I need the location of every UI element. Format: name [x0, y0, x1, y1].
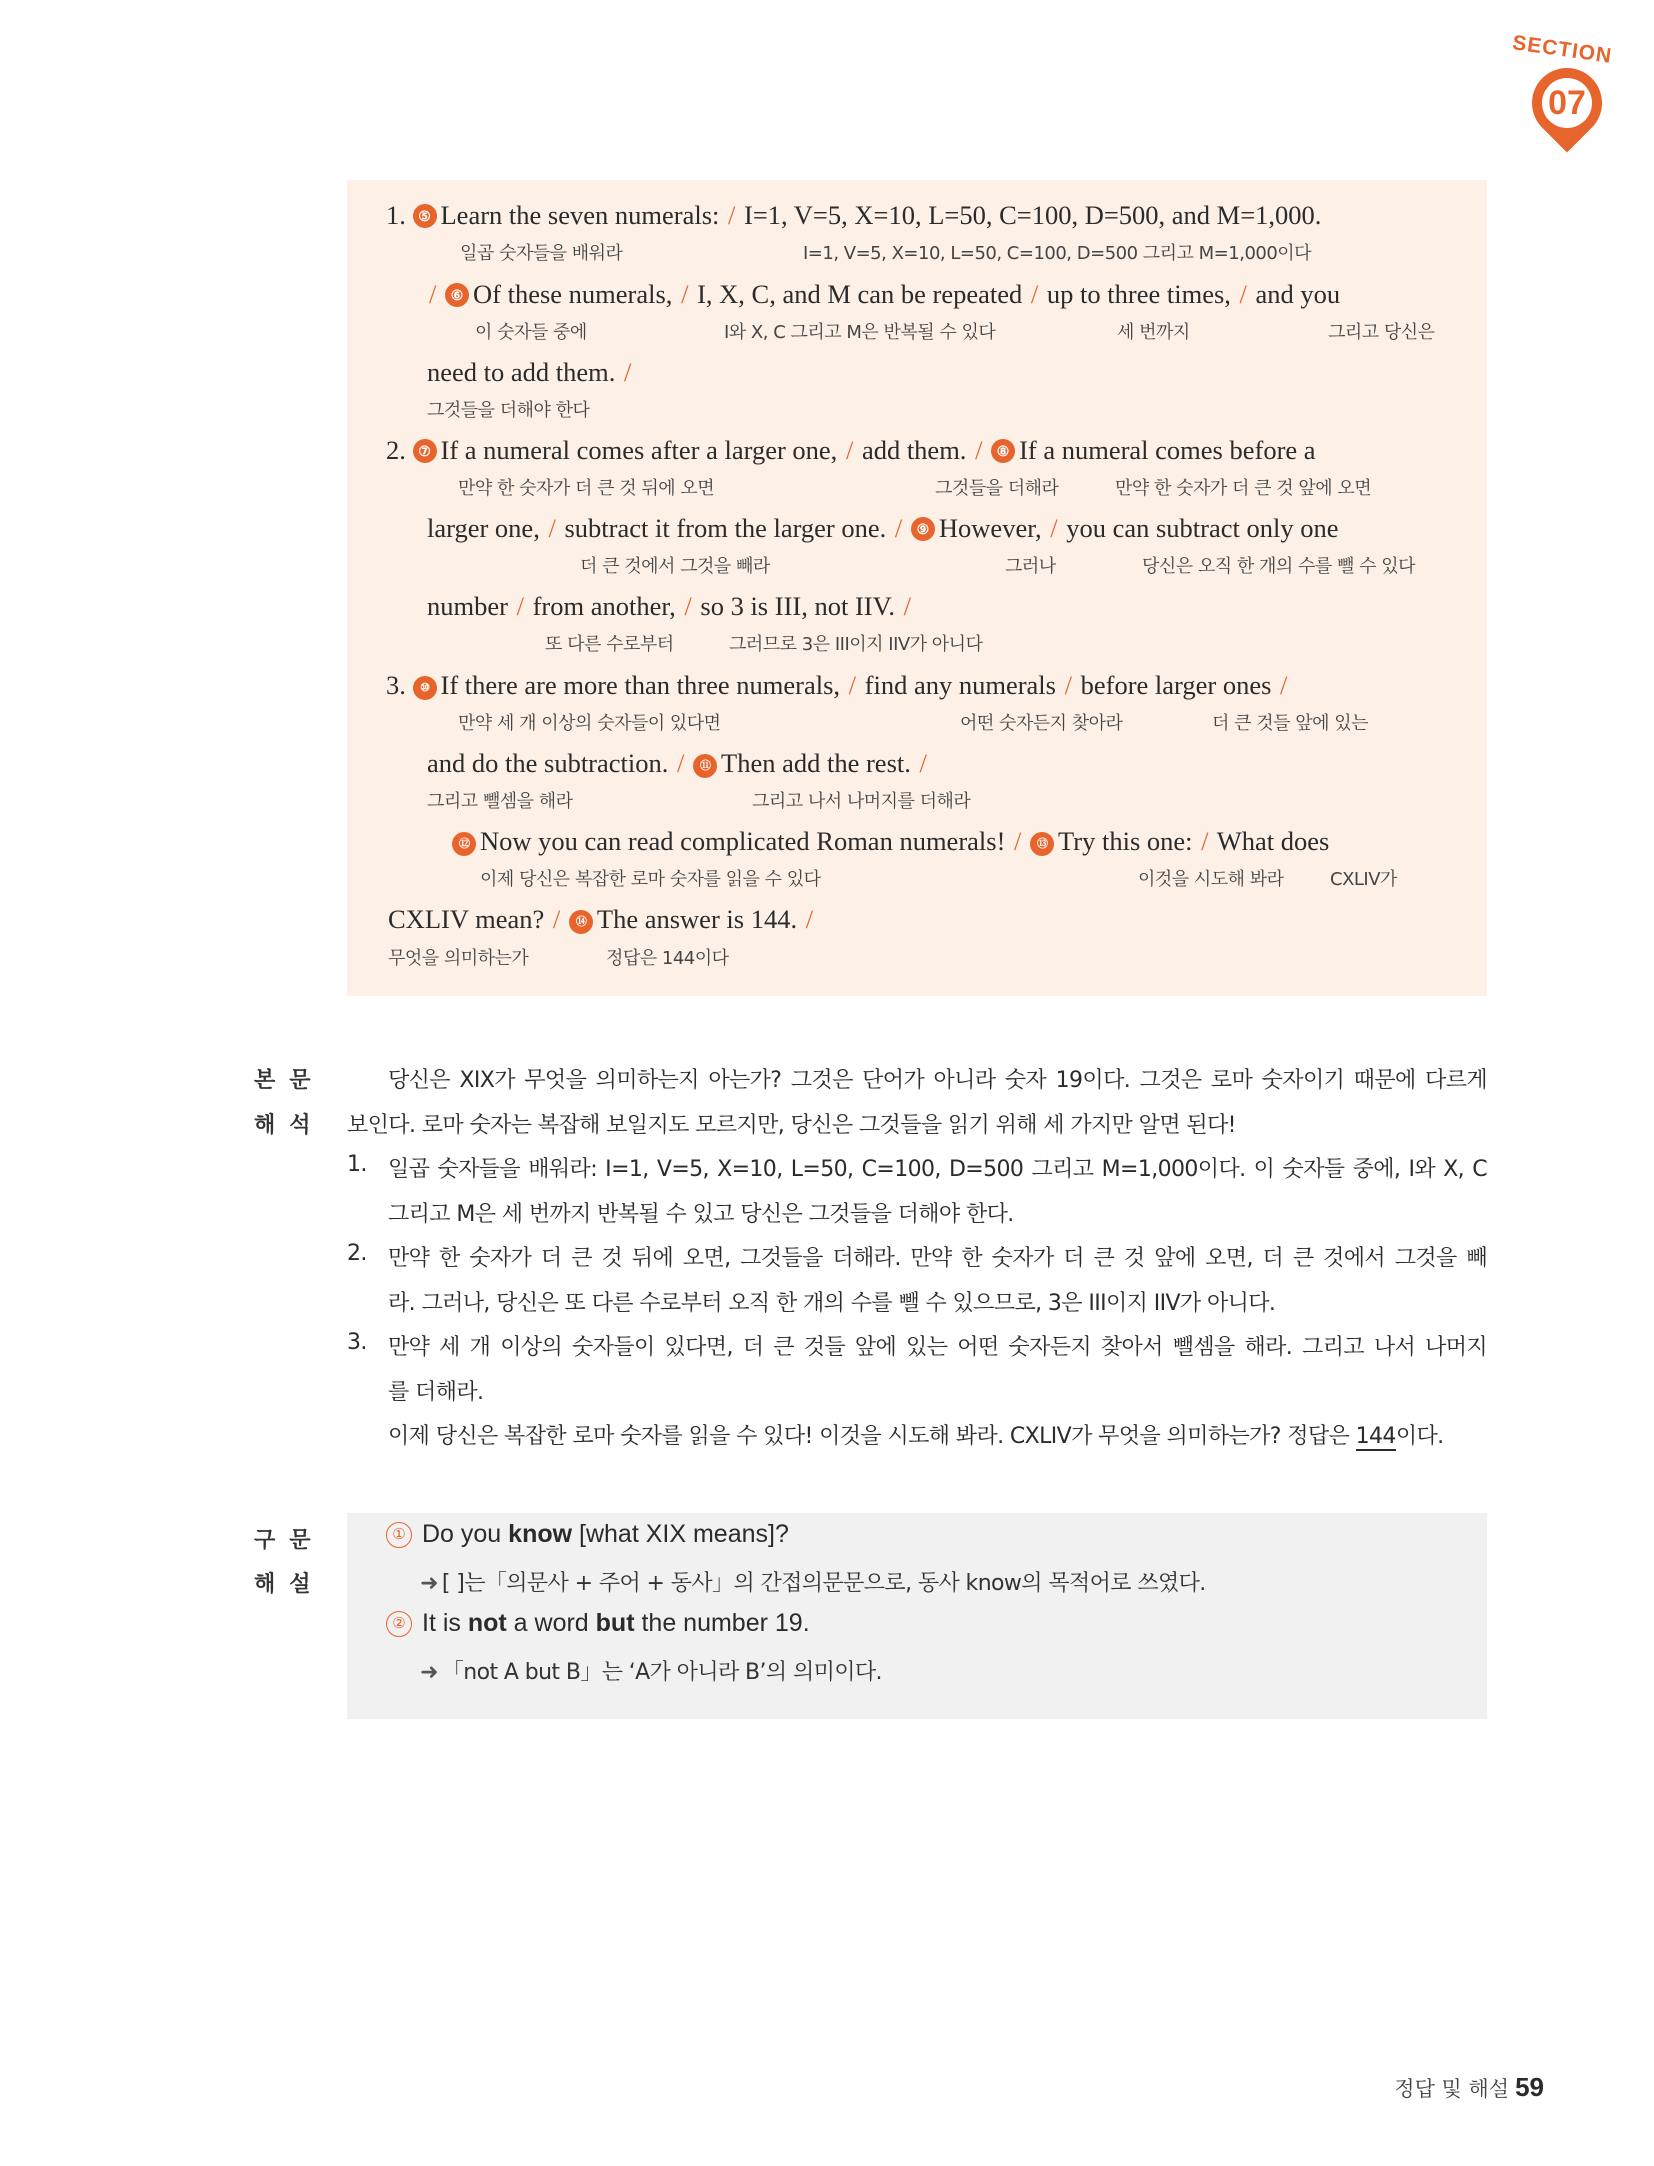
- chunk-slash: /: [845, 435, 854, 465]
- chunk-slash: /: [1239, 279, 1247, 309]
- english-chunk: add them.: [861, 435, 967, 465]
- sentence-number-11: ⑪: [693, 754, 717, 778]
- sentence-number-14: ⑭: [569, 910, 593, 934]
- arrow-icon: ➜: [420, 1571, 438, 1596]
- gloss: 이제 당신은 복잡한 로마 숫자를 읽을 수 있다: [480, 869, 821, 890]
- sentence-number-5: ⑤: [413, 204, 437, 228]
- reading-line-8: [427, 748, 929, 779]
- translation-text: 이제 당신은 복잡한 로마 숫자를 읽을 수 있다! 이것을 시도해 봐라. CXLIV가 무엇을 의미하는가? 정답은: [388, 1424, 1356, 1449]
- chunk-slash: /: [1014, 826, 1022, 856]
- note-text: [ ]는「의문사 + 주어 + 동사」의 간접의문문으로, 동사 know의 목적어로 쓰였다.: [441, 1571, 1206, 1596]
- gloss: CXLIV가: [1330, 869, 1397, 890]
- gloss: 그리고 나서 나머지를 더해라: [752, 791, 971, 812]
- translation-item-number: 3.: [347, 1330, 367, 1355]
- chunk-slash: /: [684, 591, 692, 621]
- gloss: 그러나: [1005, 556, 1056, 577]
- chunk-slash: /: [548, 513, 556, 543]
- gloss: 또 다른 수로부터: [545, 634, 674, 655]
- english-chunk: Of these numerals,: [473, 279, 673, 309]
- example-text: It is: [422, 1609, 468, 1637]
- english-chunk: and do the subtraction.: [427, 748, 669, 778]
- gloss: 무엇을 의미하는가: [388, 948, 529, 969]
- sentence-number-9: ⑨: [911, 517, 935, 541]
- chunk-slash: /: [805, 904, 814, 934]
- grammar-label-line1: 구문: [254, 1528, 325, 1553]
- section-label: SECTION: [1510, 31, 1614, 68]
- grammar-example-2: [386, 1609, 810, 1638]
- footer-label: 정답 및 해설: [1394, 2077, 1510, 2101]
- translation-paragraph-1: 당신은 XIX가 무엇을 의미하는지 아는가? 그것은 단어가 아니라 숫자 19이다. 그것은 로마 숫자이기 때문에 다르게: [388, 1068, 1487, 1093]
- arrow-icon: ➜: [420, 1660, 438, 1685]
- english-chunk: find any numerals: [864, 670, 1056, 700]
- chunk-slash: /: [677, 748, 685, 778]
- gloss: 만약 한 숫자가 더 큰 것 앞에 오면: [1115, 478, 1372, 499]
- gloss: 만약 한 숫자가 더 큰 것 뒤에 오면: [458, 478, 715, 499]
- gloss: 이것을 시도해 봐라: [1138, 869, 1284, 890]
- example-text: Do you: [422, 1520, 509, 1548]
- translation-item-2b: 라. 그러나, 당신은 또 다른 수로부터 오직 한 개의 수를 뺄 수 있으므로, 3은 III이지 IIV가 아니다.: [388, 1291, 1276, 1316]
- gloss: 만약 세 개 이상의 숫자들이 있다면: [458, 713, 721, 734]
- section-number: 07: [1548, 84, 1586, 122]
- chunk-slash: /: [516, 591, 524, 621]
- chunk-slash: /: [903, 591, 911, 621]
- translation-text: 이다.: [1395, 1424, 1444, 1449]
- gloss: 더 큰 것에서 그것을 빼라: [580, 556, 770, 577]
- translation-item-3b: 를 더해라.: [388, 1380, 484, 1405]
- grammar-note-2: [420, 1655, 882, 1686]
- gloss: 이 숫자들 중에: [475, 322, 587, 343]
- example-bold: but: [595, 1609, 635, 1637]
- gloss: 더 큰 것들 앞에 있는: [1212, 713, 1368, 734]
- reading-line-7: [386, 670, 1289, 701]
- example-bold: not: [467, 1609, 507, 1637]
- chunk-slash: /: [1050, 513, 1058, 543]
- translation-item-3a: 만약 세 개 이상의 숫자들이 있다면, 더 큰 것들 앞에 있는 어떤 숫자든지 찾아서 뺄셈을 해라. 그리고 나서 나머지: [388, 1335, 1487, 1360]
- gloss: 어떤 숫자든지 찾아라: [960, 713, 1123, 734]
- english-chunk: and you: [1255, 279, 1341, 309]
- example-bold: know: [508, 1520, 573, 1548]
- english-chunk: If a numeral comes after a larger one,: [440, 435, 838, 465]
- example-text: the number 19.: [634, 1609, 810, 1637]
- chunk-slash: /: [848, 670, 857, 700]
- translation-paragraph-2: 보인다. 로마 숫자는 복잡해 보일지도 모르지만, 당신은 그것들을 읽기 위해 세 가지만 알면 된다!: [347, 1113, 1236, 1138]
- gloss: 당신은 오직 한 개의 수를 뺄 수 있다: [1142, 556, 1415, 577]
- gloss: 정답은 144이다: [606, 948, 729, 969]
- sentence-number-7: ⑦: [413, 439, 437, 463]
- grammar-label-line2: 해설: [254, 1572, 325, 1597]
- gloss: 그리고 뺄셈을 해라: [427, 791, 573, 812]
- translation-item-1b: 그리고 M은 세 번까지 반복될 수 있고 당신은 그것들을 더해야 한다.: [388, 1202, 1014, 1227]
- reading-line-1: [386, 200, 1321, 231]
- reading-line-3: [427, 357, 633, 388]
- example-text: [what XIX means]?: [572, 1520, 789, 1548]
- chunk-slash: /: [1064, 670, 1072, 700]
- grammar-note-1: [420, 1566, 1206, 1597]
- chunk-slash: /: [728, 200, 736, 230]
- english-chunk: However,: [938, 513, 1042, 543]
- example-number: ②: [386, 1611, 412, 1637]
- gloss: I와 X, C 그리고 M은 반복될 수 있다: [724, 322, 996, 343]
- gloss: 그러므로 3은 III이지 IIV가 아니다: [729, 634, 983, 655]
- gloss: 일곱 숫자들을 배워라: [460, 243, 623, 264]
- english-chunk: Then add the rest.: [721, 748, 911, 778]
- english-chunk: Try this one:: [1058, 826, 1193, 856]
- underlined-answer: 144: [1355, 1424, 1396, 1449]
- english-chunk: before larger ones: [1080, 670, 1272, 700]
- note-text: 「not A but B」는 ‘A가 아니라 B’의 의미이다.: [441, 1660, 882, 1685]
- translation-label-line2: 해석: [254, 1113, 325, 1138]
- sentence-number-6: ⑥: [445, 283, 469, 307]
- chunk-slash: /: [1280, 670, 1288, 700]
- translation-item-number: 2.: [347, 1241, 367, 1266]
- section-badge: [1508, 31, 1618, 168]
- english-chunk: If there are more than three numerals,: [440, 670, 841, 700]
- chunk-slash: /: [1030, 279, 1039, 309]
- page-footer: [1394, 2072, 1544, 2103]
- english-chunk: from another,: [532, 591, 676, 621]
- translation-item-1a: 일곱 숫자들을 배워라: I=1, V=5, X=10, L=50, C=100, D=500 그리고 M=1,000이다. 이 숫자들 중에, I와 X, C: [388, 1157, 1487, 1182]
- sentence-number-13: ⑬: [1030, 832, 1054, 856]
- chunk-slash: /: [552, 904, 561, 934]
- english-chunk: you can subtract only one: [1066, 513, 1339, 543]
- sentence-number-8: ⑧: [991, 439, 1015, 463]
- example-number: ①: [386, 1522, 412, 1548]
- reading-line-9: [452, 826, 1329, 857]
- english-chunk: Learn the seven numerals:: [440, 200, 720, 230]
- sentence-number-12: ⑫: [452, 832, 476, 856]
- english-chunk: What does: [1216, 826, 1330, 856]
- reading-line-4: [386, 435, 1316, 466]
- chunk-slash: /: [894, 513, 903, 543]
- sentence-number-10: ⑩: [413, 676, 437, 700]
- english-chunk: I, X, C, and M can be repeated: [697, 279, 1023, 309]
- chunk-slash: /: [919, 748, 927, 778]
- gloss: 세 번까지: [1117, 322, 1190, 343]
- translation-item-4: [388, 1419, 1444, 1450]
- english-chunk: I=1, V=5, X=10, L=50, C=100, D=500, and M=1,000.: [744, 200, 1322, 230]
- item-number: 1.: [386, 200, 406, 230]
- english-chunk: so 3 is III, not IIV.: [700, 591, 895, 621]
- translation-label-line1: 본문: [254, 1068, 325, 1093]
- english-chunk: number: [427, 591, 508, 621]
- item-number: 2.: [386, 435, 406, 465]
- english-chunk: larger one,: [427, 513, 540, 543]
- english-chunk: need to add them.: [427, 357, 616, 387]
- gloss: 그리고 당신은: [1328, 322, 1435, 343]
- chunk-slash: /: [681, 279, 689, 309]
- chunk-slash: /: [1201, 826, 1209, 856]
- chunk-slash: /: [624, 357, 632, 387]
- reading-line-6: [427, 591, 913, 622]
- reading-line-10: [388, 904, 815, 935]
- english-chunk: If a numeral comes before a: [1019, 435, 1316, 465]
- english-chunk: CXLIV mean?: [388, 904, 545, 934]
- reading-line-2: [427, 279, 1340, 310]
- chunk-slash: /: [429, 279, 437, 309]
- english-chunk: subtract it from the larger one.: [564, 513, 887, 543]
- english-chunk: up to three times,: [1046, 279, 1231, 309]
- item-number: 3.: [386, 670, 406, 700]
- example-text: a word: [506, 1609, 596, 1637]
- gloss: 그것들을 더해라: [935, 478, 1059, 499]
- gloss: 그것들을 더해야 한다: [427, 400, 590, 421]
- grammar-example-1: [386, 1520, 789, 1549]
- chunk-slash: /: [975, 435, 983, 465]
- translation-item-number: 1.: [347, 1152, 367, 1177]
- english-chunk: Now you can read complicated Roman numerals!: [480, 826, 1006, 856]
- translation-item-2a: 만약 한 숫자가 더 큰 것 뒤에 오면, 그것들을 더해라. 만약 한 숫자가 더 큰 것 앞에 오면, 더 큰 것에서 그것을 빼: [388, 1246, 1487, 1271]
- english-chunk: The answer is 144.: [596, 904, 798, 934]
- page-number: 59: [1515, 2072, 1544, 2102]
- reading-line-5: [427, 513, 1339, 544]
- gloss: I=1, V=5, X=10, L=50, C=100, D=500 그리고 M=1,000이다: [803, 243, 1312, 264]
